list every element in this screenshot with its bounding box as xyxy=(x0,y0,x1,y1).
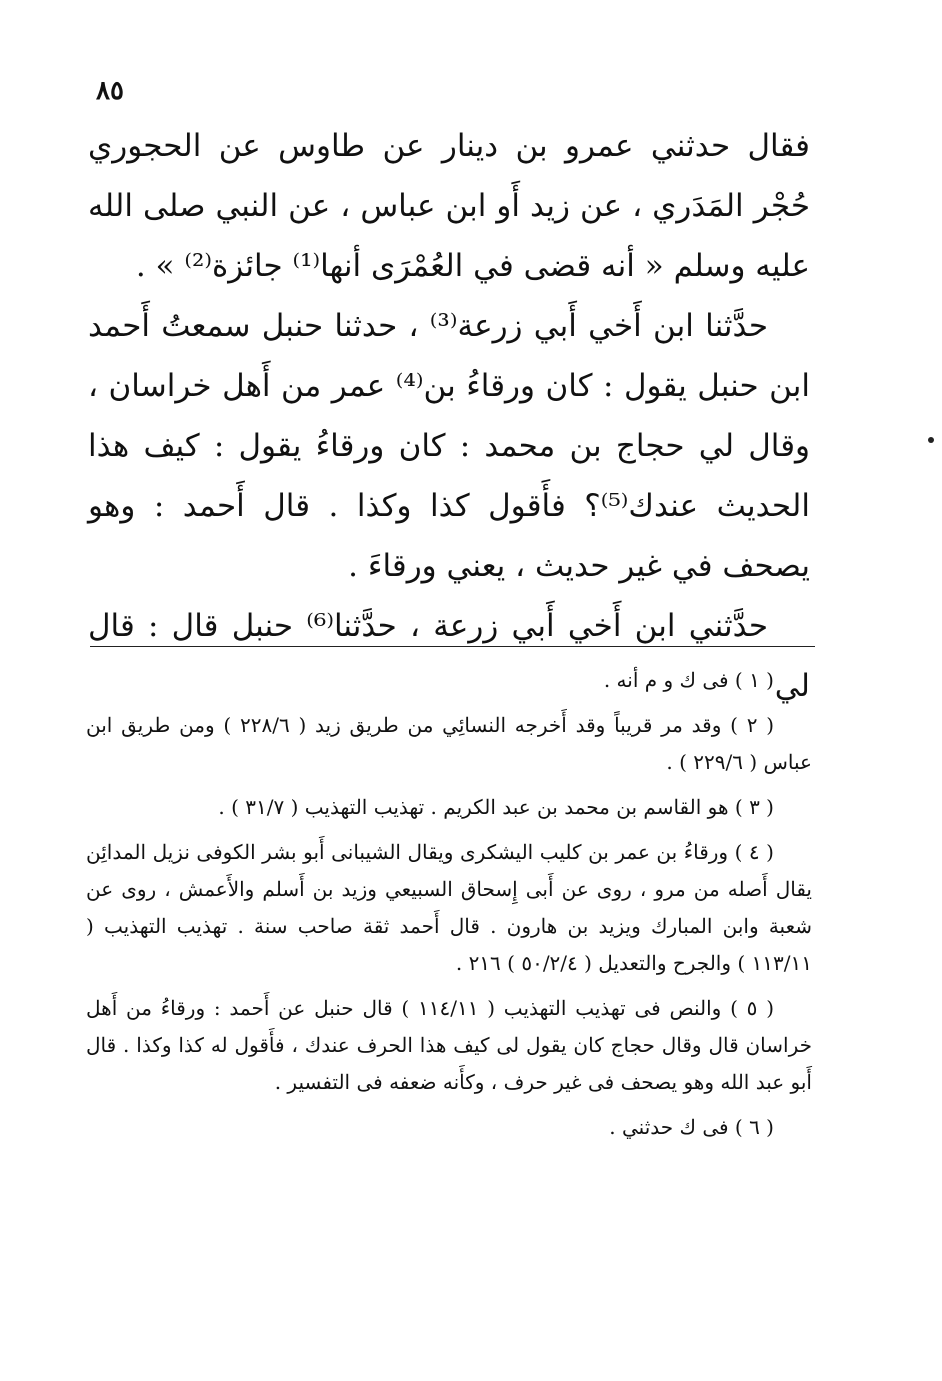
main-text xyxy=(88,116,810,716)
main-paragraph-1: فقال حدثني عمرو بن دينار عن طاوس عن الحجوري حُجْر المَدَري ، عن زيد أَو ابن عباس ، عن النبي صلى الله عليه وسلم « أنه قضى في العُمْرَى أنها⁽¹⁾ جائزة⁽²⁾ » . xyxy=(88,128,810,284)
main-paragraph-2: حدَّثنا ابن أَخي أَبي زرعة⁽³⁾ ، حدثنا حنبل سمعتُ أَحمد ابن حنبل يقول : كان ورقاءُ بن⁽⁴⁾ عمر من أَهل خراسان ، وقال لي حجاج بن محمد : كان ورقاءُ يقول : كيف هذا الحديث عندك⁽⁵⁾؟ فأَقول كذا وكذا . قال أَحمد : وهو يصحف في غير حديث ، يعني ورقاءَ . xyxy=(88,308,810,584)
footnote-3: ( ٣ ) هو القاسم بن محمد بن عبد الكريم . تهذيب التهذيب ( ٣١/٧ ) . xyxy=(218,795,774,819)
page-number: ٨٥ xyxy=(96,76,124,106)
footnote-1: ( ١ ) فى ك و م أنه . xyxy=(603,668,774,692)
margin-speck xyxy=(928,437,934,443)
footnote-4: ( ٤ ) ورقاءُ بن عمر بن كليب اليشكرى ويقال الشيبانى أَبو بشر الكوفى نزيل المدائِن يقال أَصله من مرو ، روى عن أَبى إِسحاق السبيعي وزيد بن أَسلم والأَعمش ، روى عن شعبة وابن المبارك ويزيد بن هارون . قال أَحمد ثقة صاحب سنة . تهذيب التهذيب ( ١١٣/١١ ) والجرح والتعديل ( ٥٠/٢/٤ ) ٢١٦ . xyxy=(86,840,812,975)
footnote-5: ( ٥ ) والنص فى تهذيب التهذيب ( ١١٤/١١ ) قال حنبل عن أَحمد : ورقاءُ من أَهل خراسان قال وقال حجاج كان يقول لى كيف هذا الحرف عندك ، فأَقول له كذا وكذا . قال أَبو عبد الله وهو يصحف فى غير حرف ، وكأَنه ضعفه فى التفسير . xyxy=(86,996,812,1094)
footnote-divider xyxy=(90,646,815,647)
footnote-6: ( ٦ ) فى ك حدثني . xyxy=(609,1115,774,1139)
footnotes xyxy=(86,662,812,1154)
main-paragraph-3: حدَّثني ابن أَخي أَبي زرعة ، حدَّثنا⁽⁶⁾ حنبل قال : قال لي xyxy=(88,608,810,704)
footnote-2: ( ٢ ) وقد مر قريباً وقد أَخرجه النسائِي من طريق زيد ( ٢٢٨/٦ ) ومن طريق ابن عباس ( ٢٢٩/٦ ) . xyxy=(86,713,812,774)
